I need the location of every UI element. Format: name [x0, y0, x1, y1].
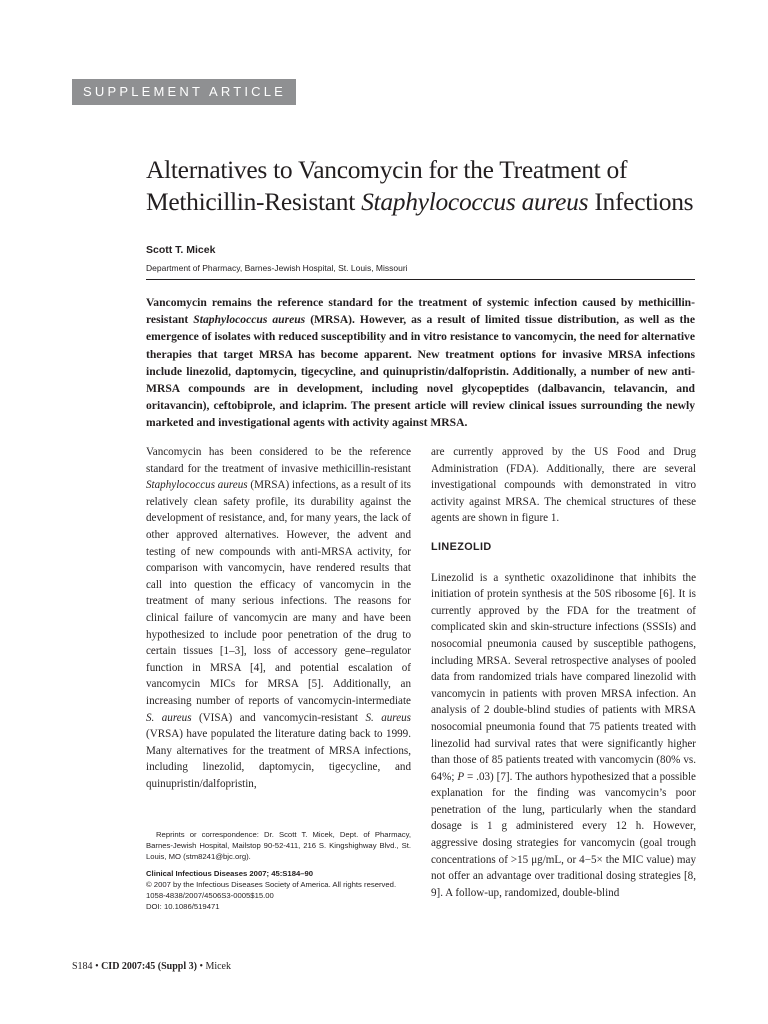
header-rule — [146, 279, 695, 280]
body-column-right — [431, 444, 696, 901]
footnote-block — [146, 829, 411, 912]
continued-paragraph: are currently approved by the US Food and Drug Administration (FDA). Additionally, there are several investigational compounds with demonstrated in vitro activity against MRSA. The chemical structures of these agents are shown in figure 1. — [431, 446, 696, 525]
linezolid-text-2: = .03) [7]. The authors hypothesized that a possible explanation for the finding was vancomycin’s poor penetration of the lung, particularly when the standard dosage is 1 g administered every 12 h. However, aggressive dosing strategies for vancomycin (goal trough concentrations of >15 μg/mL, or 4−5× the MIC value) may not offer an advantage over traditional dosing strategies [8, 9]. A follow-up, randomized, double-blind — [431, 770, 696, 899]
intro-italic-2: S. aureus — [146, 711, 192, 724]
abstract-text-2: (MRSA). However, as a result of limited tissue distribution, as well as the emergence of isolates with reduced susceptibility and in vitro resistance to vancomycin, the need for alternative therapies that target MRSA has become apparent. New treatment options for invasive MRSA infections include linezolid, daptomycin, tigecycline, and quinupristin/dalfopristin. Additionally, a number of new anti-MRSA compounds are in development, including novel glycopeptides (dalbavancin, telavancin, and oritavancin), ceftobiprole, and iclaprim. The present article will review clinical issues surrounding the newly marketed and investigational agents with activity against MRSA. — [146, 313, 695, 430]
abstract-text-1: Vancomycin remains the reference standard for the treatment of systemic infection caused by methicillin-resistant — [146, 296, 695, 327]
title-line-2a: Methicillin-Resistant — [146, 187, 362, 216]
footer-separator: • — [92, 961, 102, 972]
author-affiliation: Department of Pharmacy, Barnes-Jewish Hospital, St. Louis, Missouri — [146, 263, 408, 273]
doi-note: DOI: 10.1086/519471 — [146, 902, 220, 912]
author-name: Scott T. Micek — [146, 244, 216, 256]
abstract — [146, 294, 695, 432]
reprints-note: Reprints or correspondence: Dr. Scott T. Micek, Dept. of Pharmacy, Barnes-Jewish Hospital, Mailstop 90-52-411, 216 S. Kingshighway Blvd., St. Louis, MO (stm8241@bjc.org). — [146, 830, 411, 862]
footer-author: Micek — [205, 961, 231, 972]
intro-italic-1: Staphylococcus aureus — [146, 479, 248, 492]
p-value-symbol: P — [457, 770, 465, 783]
title-organism: Staphylococcus aureus — [361, 187, 589, 216]
article-title — [146, 154, 706, 218]
title-line-2b: Infections — [588, 187, 694, 216]
supplement-article-banner: SUPPLEMENT ARTICLE — [72, 79, 296, 105]
footer-journal: CID 2007:45 (Suppl 3) — [101, 961, 197, 972]
title-line-1: Alternatives to Vancomycin for the Treatment of — [146, 155, 628, 184]
body-column-left — [146, 444, 411, 792]
intro-paragraph — [146, 444, 411, 792]
copyright-note: © 2007 by the Infectious Diseases Society of America. All rights reserved. — [146, 879, 397, 889]
intro-text-2: (MRSA) infections, as a result of its relatively clean safety profile, its durability against the development of resistance, and, for many years, the lack of other approved alternatives. However, the advent and testing of new compounds with anti-MRSA activity, for comparison with vancomycin, have rendered results that call into question the efficacy of vancomycin in the treatment of many serious infections. The reasons for clinical failure of vancomycin are many and have been hypothesized to include poor penetration of the drug to certain tissues [1–3], loss of accessory gene–regulator function in MRSA [4], and potential escalation of vancomycin MICs for MRSA [5]. Additionally, an increasing number of reports of vancomycin-intermediate — [146, 479, 411, 707]
linezolid-paragraph — [431, 570, 696, 902]
intro-text-1: Vancomycin has been considered to be the reference standard for the treatment of invasive methicillin-resistant — [146, 446, 411, 475]
intro-text-3: (VISA) and vancomycin-resistant — [191, 711, 366, 724]
abstract-italic: Staphylococcus aureus — [193, 313, 306, 327]
page-number: S184 — [72, 961, 93, 972]
journal-citation: Clinical Infectious Diseases 2007; 45:S184–90 — [146, 868, 314, 878]
page-footer — [72, 961, 231, 972]
issn-note: 1058-4838/2007/4506S3-0005$15.00 — [146, 891, 274, 901]
linezolid-text-1: Linezolid is a synthetic oxazolidinone that inhibits the initiation of protein synthesis at the 50S ribosome [6]. It is currently approved by the FDA for the treatment of complicated skin and skin-structure infections (SSSIs) and nosocomial pneumonia caused by susceptible pathogens, including MRSA. Several retrospective analyses of pooled data from randomized trials have compared linezolid with vancomycin in patients with proven MRSA infection. An analysis of 2 double-blind studies of patients with MRSA nosocomial pneumonia found that 75 patients treated with linezolid had survival rates that were significantly higher than those of 85 patients treated with vancomycin (80% vs. 64%; — [431, 571, 696, 783]
section-heading-linezolid: LINEZOLID — [431, 540, 492, 553]
intro-text-4: (VRSA) have populated the literature dating back to 1999. Many alternatives for the treatment of MRSA infections, including linezolid, daptomycin, tigecycline, and quinupristin/dalfopristin, — [146, 728, 411, 790]
intro-italic-3: S. aureus — [365, 711, 411, 724]
footer-separator: • — [196, 961, 206, 972]
